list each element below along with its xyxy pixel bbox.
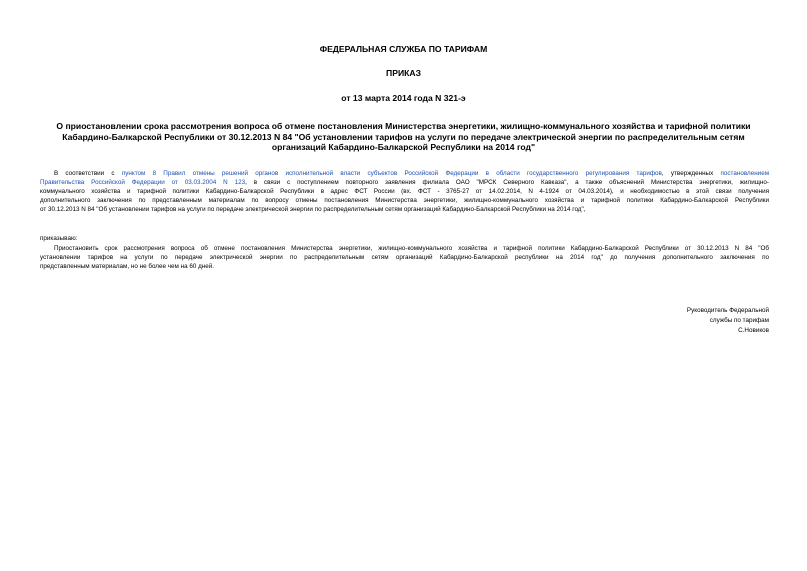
legal-reference-link[interactable]: пунктом 8 Правил отмены решений органов исполнительной власти субъектов Российской Федерации в области государственного регулирования тарифов [121,170,662,177]
title-line: О приостановлении срока рассмотрения вопроса об отмене постановления Министерства энергетики, жилищно-коммунального хозяйства и тарифной политики [56,121,751,131]
paragraph-line: представленным материалам, но не более чем на 60 дней. [40,263,215,271]
paragraph-line: от 30.12.2013 N 84 "Об установлении тарифов на услуги по передаче электрической энергии по распределительным сетям организаций Кабардино-Балкарской Республики на 2014 год", [40,206,586,214]
signatory-name: С.Новиков [738,327,769,334]
government-resolution-link[interactable]: Правительства Российской Федерации от 03.03.2004 N 123 [40,179,246,187]
signature-block [687,306,769,336]
paragraph-line [40,178,769,187]
document-title [40,121,767,153]
paragraph-line: Приостановить срок рассмотрения вопроса об отмене постановления Министерства энергетики, жилищно-коммунального хозяйства и тарифной политики Кабардино-Балкарской Республики от 30.12.2013 N 84 "Об [54,245,769,252]
signatory-title: Руководитель Федеральной [686,307,769,314]
document-type: ПРИКАЗ [386,68,421,78]
order-word-text: приказываю: [40,235,78,242]
text-fragment: В соответствии с [54,170,122,177]
text-fragment: , в связи с поступлением повторного заявления филиала ОАО "МРСК Северного Кавказа", а также объяснений Министерства энергетики, жилищно- [245,179,769,187]
paragraph-line: дополнительного заключения по представленным материалам по вопросу отмены постановления Министерства энергетики, жилищно-коммунального хозяйства и тарифной политики Кабардино-Балкарской Республики [40,197,769,205]
title-line: организаций Кабардино-Балкарской Республики на 2014 год" [271,142,536,152]
signatory-agency: службы по тарифам [709,317,769,324]
text-fragment: , утвержденных [661,170,721,177]
title-line: Кабардино-Балкарской Республики от 30.12.2013 N 84 "Об установлении тарифов на услуги по передаче электрической энергии по распределительным сетям [62,131,745,142]
agency-name: ФЕДЕРАЛЬНАЯ СЛУЖБА ПО ТАРИФАМ [319,44,488,54]
order-paragraph [40,244,769,271]
document-date-number: от 13 марта 2014 года N 321-э [341,93,466,103]
paragraph-line: установлении тарифов на услуги по передаче электрической энергии по распределительным сетям организаций Кабардино-Балкарской республики на 2014 год" до получения дополнительного заключения по [40,254,769,262]
preamble-paragraph [40,169,769,214]
paragraph-line [40,169,769,178]
resolution-link[interactable]: постановлением [720,170,770,177]
order-word [40,234,769,243]
paragraph-line: коммунального хозяйства и тарифной политики Кабардино-Балкарской Республики в адрес ФСТ России (вх. ФСТ - 3765-27 от 14.02.2014, N 4-1924 от 04.03.2014), и необходимостью в этой связи получения [40,188,769,196]
